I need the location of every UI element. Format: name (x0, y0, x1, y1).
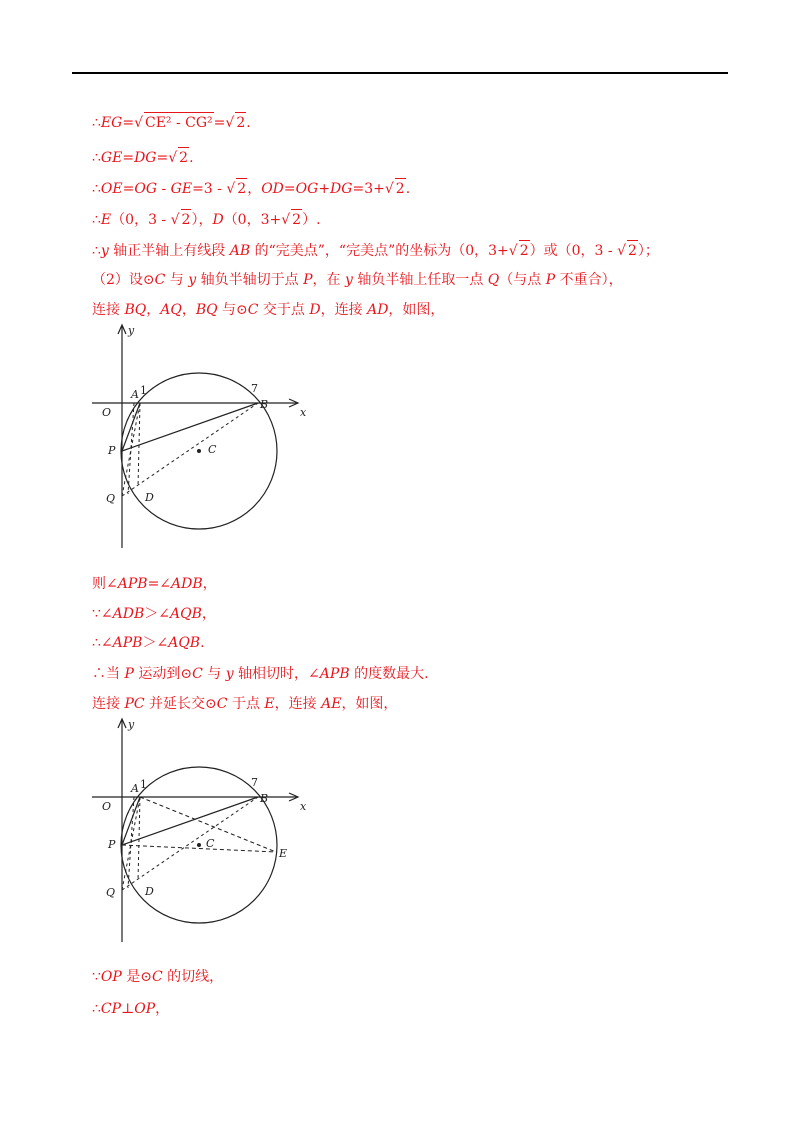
sqrt-icon: √ (170, 212, 180, 228)
radicand: 2 (627, 240, 638, 261)
text: ∴ (92, 1001, 101, 1017)
math-var: P (545, 272, 556, 288)
text: 的切线， (162, 969, 224, 985)
math-var: D (212, 212, 224, 228)
math-var: C (152, 969, 163, 985)
math-var: AD (367, 302, 389, 318)
label-o: O (102, 800, 112, 813)
text: ， (155, 1001, 170, 1017)
text: ， (181, 302, 196, 318)
radicand: 2 (236, 178, 247, 199)
math-var: AQB (170, 606, 202, 622)
label-c: C (208, 443, 217, 456)
text-line-2 (92, 147, 194, 168)
geometry-figure-2 (88, 716, 318, 948)
text: 是⊙ (121, 969, 153, 985)
text: ，连接 (274, 696, 322, 712)
text: ，在 (312, 272, 345, 288)
label-d: D (145, 885, 154, 898)
math-var: AB (229, 243, 251, 259)
sqrt-icon: √ (226, 181, 236, 197)
text-line-1 (92, 112, 251, 133)
math-var: AQB (168, 635, 201, 651)
math-var: Q (487, 272, 500, 288)
sqrt-icon: √ (508, 243, 518, 259)
text: 轴负半轴上任取一点 (352, 272, 488, 288)
text: . (189, 150, 194, 166)
math-var: APB (117, 576, 148, 592)
radicand: 2 (519, 240, 530, 261)
text: =∠ (147, 576, 172, 592)
math-var: PC (124, 696, 145, 712)
text: ）， (191, 212, 213, 228)
text: ∴当 (92, 666, 125, 682)
radicand: 2 (178, 147, 189, 168)
text: （2）设⊙ (92, 272, 155, 288)
figure-2-svg (88, 716, 318, 948)
label-q: Q (106, 492, 116, 505)
math-var: P (303, 272, 313, 288)
label-b: B (260, 398, 269, 411)
therefore-symbol: ∴ (92, 150, 101, 166)
sqrt-icon: √ (384, 181, 394, 197)
math-var: BQ (195, 302, 218, 318)
radicand: CE² - CG² (144, 112, 214, 133)
label-x: x (300, 406, 307, 419)
text: 与 (165, 272, 189, 288)
text: 于点 (227, 696, 265, 712)
text: = (156, 150, 169, 166)
text: 连接 (92, 302, 125, 318)
math-var: AQ (160, 302, 182, 318)
text: 轴正半轴上有线段 (108, 243, 230, 259)
radicand: 2 (395, 178, 406, 199)
center-point (197, 843, 201, 847)
text-line-12 (92, 694, 397, 714)
text: = (213, 115, 226, 131)
text: ，连接 (320, 302, 368, 318)
text: ∴∠ (92, 635, 113, 651)
therefore-symbol: ∴ (92, 115, 101, 131)
math-var: ADB (171, 576, 203, 592)
center-point (197, 449, 201, 453)
text: =3 - (192, 181, 227, 197)
text: 并延长交⊙ (144, 696, 217, 712)
math-var: OG (295, 181, 319, 197)
text: ）或（0，3 - (529, 243, 618, 259)
math-var: C (192, 666, 203, 682)
text: ⊥ (121, 1001, 135, 1017)
math-var: EG (100, 115, 123, 131)
math-var: y (188, 272, 197, 288)
math-var: y (344, 272, 353, 288)
math-var: DG (134, 150, 157, 166)
math-var: GE (170, 181, 193, 197)
text: 运动到⊙ (133, 666, 193, 682)
text: ∵∠ (92, 606, 113, 622)
text: ，如图， (341, 696, 398, 712)
text: ）. (302, 212, 321, 228)
label-e: E (279, 847, 288, 860)
math-var: BQ (124, 302, 147, 318)
text: 与 (202, 666, 226, 682)
text: （0，3 - (111, 212, 171, 228)
text-line-8 (92, 574, 217, 594)
text: - (157, 181, 171, 197)
label-d: D (145, 491, 154, 504)
math-var: APB (112, 635, 143, 651)
text-line-11 (92, 664, 429, 684)
sqrt-icon: √ (168, 150, 178, 166)
math-var: y (100, 243, 109, 259)
label-tick-7: 7 (251, 382, 258, 395)
label-c: C (206, 837, 215, 850)
label-tick-1: 1 (140, 778, 147, 791)
text: （与点 (499, 272, 546, 288)
text: 轴负半轴切于点 (196, 272, 304, 288)
label-b: B (260, 792, 269, 805)
text: 不重合）， (555, 272, 623, 288)
math-var: ADB (112, 606, 145, 622)
text: + (318, 181, 331, 197)
sqrt-icon: √ (134, 115, 143, 131)
text: 则∠ (92, 576, 118, 592)
text: . (246, 115, 251, 131)
text-line-3 (92, 178, 410, 199)
math-var: E (264, 696, 275, 712)
label-p: P (108, 838, 116, 851)
radicand: 2 (235, 112, 246, 133)
text-line-4 (92, 209, 321, 230)
math-var: OD (261, 181, 284, 197)
text-line-9 (92, 604, 216, 624)
math-var: C (216, 696, 228, 712)
label-a: A (131, 782, 139, 795)
text-line-13 (92, 967, 223, 987)
text: ∵ (92, 969, 101, 985)
text: ＞∠ (144, 606, 170, 622)
text: ， (201, 606, 216, 622)
label-tick-1: 1 (140, 384, 147, 397)
text: 的“完美点”，“完美点”的坐标为（0，3+ (250, 243, 509, 259)
math-var: P (124, 666, 134, 682)
math-var: C (154, 272, 166, 288)
label-y: y (128, 324, 135, 337)
label-x: x (300, 800, 307, 813)
math-var: DG (330, 181, 353, 197)
text: （0，3+ (223, 212, 282, 228)
label-o: O (102, 406, 112, 419)
segment-pb (122, 797, 258, 845)
text: . (405, 181, 411, 197)
label-tick-7: 7 (251, 776, 258, 789)
text-line-7 (92, 300, 444, 320)
segment-pb (122, 403, 258, 451)
math-var: GE (100, 150, 123, 166)
sqrt-icon: √ (281, 212, 291, 228)
figure-1-svg (88, 322, 318, 554)
text: = (122, 181, 135, 197)
geometry-figure-1 (88, 322, 318, 554)
text: ）； (637, 243, 659, 259)
text: . (200, 635, 205, 651)
text: = (283, 181, 296, 197)
math-var: OG (134, 181, 158, 197)
math-var: CP (100, 1001, 122, 1017)
segment-qb (122, 797, 258, 890)
math-var: D (309, 302, 321, 318)
math-var: C (247, 302, 259, 318)
sqrt-icon: √ (225, 115, 235, 131)
text: 的度数最大. (349, 666, 429, 682)
therefore-symbol: ∴ (92, 212, 101, 228)
text: 交于点 (258, 302, 310, 318)
therefore-symbol: ∴ (92, 181, 101, 197)
math-var: OE (100, 181, 123, 197)
math-var: AE (321, 696, 342, 712)
text-line-5 (92, 240, 659, 261)
text: ，如图， (388, 302, 445, 318)
math-var: APB (319, 666, 350, 682)
segment-qb (122, 403, 258, 496)
radicand: 2 (181, 209, 192, 230)
text: 轴相切时，∠ (233, 666, 320, 682)
text: 与⊙ (217, 302, 248, 318)
text-line-6 (92, 270, 623, 290)
text: ， (146, 302, 161, 318)
math-var: E (100, 212, 112, 228)
text: ， (202, 576, 217, 592)
text: = (122, 150, 135, 166)
math-var: OP (134, 1001, 156, 1017)
label-p: P (108, 444, 116, 457)
math-var: y (225, 666, 234, 682)
text-line-10 (92, 633, 205, 653)
text: 连接 (92, 696, 125, 712)
sqrt-icon: √ (617, 243, 626, 259)
text: ＞∠ (142, 635, 169, 651)
text: = (122, 115, 135, 131)
label-q: Q (106, 886, 116, 899)
math-var: OP (100, 969, 122, 985)
text: =3+ (352, 181, 385, 197)
label-y: y (128, 718, 135, 731)
text-line-14 (92, 999, 169, 1019)
text: ， (247, 181, 262, 197)
therefore-symbol: ∴ (92, 243, 101, 259)
label-a: A (131, 388, 139, 401)
radicand: 2 (291, 209, 302, 230)
header-rule (72, 72, 728, 74)
